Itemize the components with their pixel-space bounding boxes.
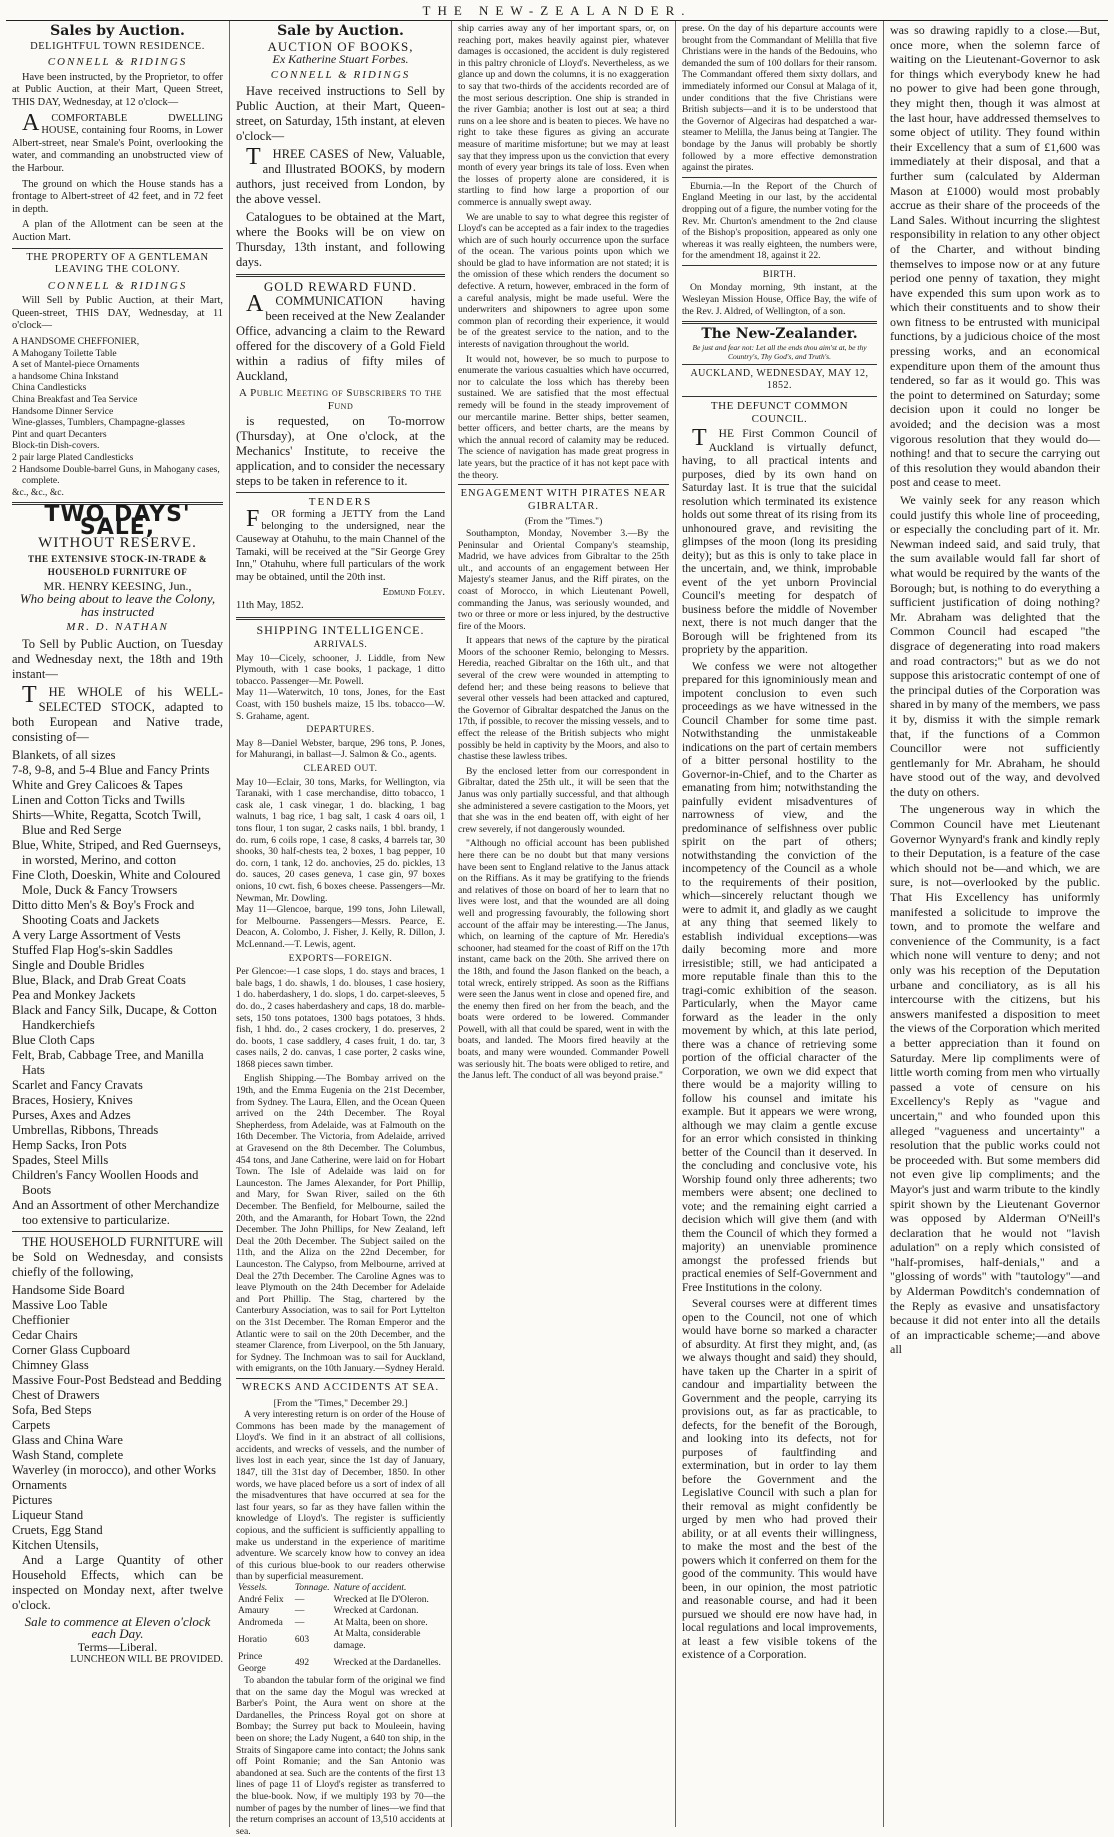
leader-paragraph: The ungenerous way in which the Common Council have met Lieutenant Governor Wynyard's frank and kindly reply to their Deputation, is a feature of the case which should not be—and which, we are sure, is not—overlooked by the public. That His Excellency has uniformly manifested a solicitude to improve the town, and to promote the welfare and convenience of the Community, is a fact which none will venture to deny; and not only was his reception of the Deputation urbane and conciliatory, as is all his intercourse with the citizens, but his answers manifested a disposition to meet the views of the Corporation which merited a better appreciation than it found on Saturday. Mere lip compliments were of little worth coming from men who virtually passed a vote of censure on his Excellency's Reply as "vague and uncertain," and who founded upon this alleged "vagueness and uncertainty" a resolution that the public works could not be proceeded with. But some members did not even give lip compliments; and the Mayor's just and warm tribute to the kindly spirit shown by the Lieutenant Governor was opposed by Alderman O'Neill's declaration that he would not "lavish adulation" on a reply which consisted of "half-promises, half-denials," and a "glossing of words" with "tautology"—and by Alderman Powditch's condemnation of the Reply as evasive and unsatisfactory because it did not enter into all the details of an impracticable scheme;—and above all — [890, 802, 1100, 1357]
list-item: Chimney Glass — [12, 1357, 89, 1372]
article-body: prese. On the day of his departure accounts were brought from the Commandant of Melilla that five Christians were in the hands of the Bedouins, who demanded the sum of 100 dollars for their ransom. The Commandant offered them sixty dollars, and immediately informed our Consul at Malaga of it, under conditions that the five Christians were British subjects—and it is to be understood that the Governor of Algeciras had despatched a war-steamer to Melilla, the Janus being at Tangier. The bondage by the Janus will probably be shortly followed by a more effective demonstration against the pirates. — [682, 23, 877, 174]
divider — [682, 396, 877, 397]
list-item: Stuffed Flap Hog's-skin Saddles — [12, 942, 173, 957]
masthead: THE NEW-ZEALANDER. — [6, 4, 1108, 21]
list-item: Corner Glass Cupboard — [12, 1342, 131, 1357]
list-item: Ornaments — [12, 1477, 67, 1492]
ad-body: The ground on which the House stands has a frontage to Albert-street of 42 feet, and in 72 feet in depth. — [12, 178, 223, 215]
table-cell: Horatio — [238, 1634, 268, 1645]
list-item: Handsome Dinner Service — [12, 405, 114, 417]
list-item: Cruets, Egg Stand — [12, 1522, 103, 1537]
divider — [12, 1231, 223, 1232]
leader-paragraph: We vainly seek for any reason which could justify this whole line of proceeding, or especially the concluding part of it. Mr. Newman indeed said, and said truly, that the sum available would fall far short of what would be required by the wants of the Borough; but, is nothing to do everything a sufficient justification of doing nothing? Mr. Abraham was delighted that the Common Council had escaped "the disgrace of degenerating into road makers and road contractors;" but as we do not suppose this aristocratic contempt of one of the principal duties of the Corporation was shared in by many of the members, we pass it by, dismiss it with the simple remark that, if the functions of a Common Councillor were not sufficiently gentlemanly for Mr. Abraham, he should have stood out of the way, and devolved the duty on others. — [890, 493, 1100, 799]
article-body: To abandon the tabular form of the original we find that on the same day the Mogul was wrecked at Barber's Point, the Aura went on shore at the Dardanelles, the Princess Royal got on shore at Bombay; the Surrey put back to Mouleein, having been on shore; the Lady Nugent, a 640 ton ship, in the Straits of Singapore came into contact; the Johns sank off Point Romanie; and the San Antonio was abandoned at sea. Such are the contents of the first 13 lines of page 11 of Lloyd's register as transferred to the blue-book. Now, if we multiply 193 by 70—the number of pages by the number of lines—we find that the return comprises an account of 13,510 accidents at sea. — [236, 1675, 445, 1837]
ad-date: 11th May, 1852. — [236, 599, 304, 611]
divider — [236, 274, 445, 277]
section-header: Sale by Auction. — [277, 23, 404, 39]
ad-headline: TWO DAYS' SALE, — [44, 502, 191, 540]
subsection-title: ARRIVALS. — [313, 639, 368, 651]
item-list — [12, 748, 223, 1228]
list-item: 2 pair large Plated Candlesticks — [12, 452, 134, 463]
columns — [6, 21, 1108, 1837]
auctioneer-name: MR. D. NATHAN — [66, 621, 169, 634]
list-item: A very Large Assortment of Vests — [12, 927, 181, 942]
list-item: Handsome Side Board — [12, 1282, 125, 1297]
list-item: White and Grey Calicoes & Tapes — [12, 777, 183, 792]
list-item: Umbrellas, Ribbons, Threads — [12, 1122, 159, 1137]
ad-body: ACOMFORTABLE DWELLING HOUSE, containing four Rooms, in Lower Albert-street, near Smale's Point, overlooking the water, and commanding an unobstructed view of the Harbour. — [12, 109, 223, 174]
list-item: Linen and Cotton Ticks and Twills — [12, 792, 185, 807]
list-item: Pint and quart Decanters — [12, 428, 107, 440]
article-body: It appears that news of the capture by the piratical Moors of the schooner Remio, belonging to Messrs. Heredia, reached Gibraltar on the 16th ult., and that several of the crew were wounded in attempting to defend her; and these being reasons to believe that several other vessels had been attacked and captured, the Governor of Gibraltar despatched the Janus on the 17th, if possible, to recover the missing vessels, and to effect the release of the British subjects who might possibly be held in captivity by the Moors, and also to chastise these lawless tribes. — [458, 635, 669, 763]
table-cell: Prince George — [238, 1652, 266, 1674]
list-item: Kitchen Utensils, — [12, 1537, 99, 1552]
ad-terms: Terms—Liberal. — [77, 1639, 158, 1654]
table-cell: Wrecked at Ile D'Oleron. — [333, 1594, 429, 1605]
article-body: We are unable to say to what degree this register of Lloyd's can be accepted as a fair index to the tragedies which are of such hourly occurrence upon the surface of the ocean. The various points upon which we should be glad to have information are not stated; it is the omission of these which renders the document so defective. A return, however, embraced in the form of a careful analysis, might be made useful. Were the underwriters and shipowners to agree upon some common plan of recording their experience, it would be of the greatest service to the nation, and to the interests of navigation throughout the world. — [458, 211, 669, 351]
table-cell: At Malta, been on shore. — [333, 1617, 428, 1628]
column-2 — [230, 21, 452, 1837]
list-item: Block-tin Dish-covers. — [12, 440, 100, 452]
ad-subheadline: WITHOUT RESERVE. — [38, 534, 197, 551]
table-cell: 492 — [294, 1657, 310, 1668]
ad-title: GOLD REWARD FUND. — [263, 279, 418, 295]
divider — [458, 484, 669, 485]
list-item: Scarlet and Fancy Cravats — [12, 1077, 143, 1092]
ad-meeting: A Public Meeting of Subscribers to the Fund — [239, 386, 442, 412]
shipping-exports: Per Glencoe:—1 case slops, 1 do. stays and braces, 1 bale bags, 1 do. shawls, 1 do. blouses, 1 case hosiery, 1 do. haberdashery, 1 do. slops, 1 do. carpet-sleeves, 5 do. do., 2 cases haberdashery and caps, 18 do. marble-sets, 150 tons potatoes, 1300 bags potatoes, 3 hhds. fish, 1 hhd. do., 2 cases crockery, 1 do. preserves, 2 do. boots, 1 case saddlery, 4 cases fruit, 1 do. tar, 3 cases nails, 2 do. canvas, 1 case porter, 2 casks wine, 1868 pieces sawn timber. — [236, 966, 445, 1070]
list-item: Braces, Hosiery, Knives — [12, 1092, 133, 1107]
ad-body: THE HOUSEHOLD FURNITURE will be Sold on Wednesday, and consists chiefly of the following, — [12, 1234, 223, 1279]
ad-body: ACOMMUNICATION having been received at the New Zealander Office, advancing a claim to the Reward offered for the discovery of a Gold Field within a radius of fifty miles of Auckland, — [236, 290, 445, 383]
item-list — [12, 1283, 223, 1553]
article-body: "Although no official account has been published here there can be no doubt but that many versions have been sent to England relative to the Janus attack on the Riffians. As it may be gratifying to the friends and relatives of those on board of her to learn that no lives were lost, and that the wounded are all doing well and progressing favourably, the following short account of the affair may be interesting.—The Janus, which, on learning of the capture of Mr. Heredia's schooner, had steamed for the coast of Riff on the 17th instant, came back on the 20th. She arrived there on the 18th, and found the Jason flanked on the beach, a total wreck, entirely stripped. As soon as the Riffians were seen the Janus went in close and opened fire, and the enemy then fired on her from the beach, and the boats were ordered to be lowered. Commander Powell, with all that could be spared, went in with the boats, and landed. The Moors fired heavily at the boats, and many were wounded. Commander Powell was seriously hit. The boats were obliged to retire, and the Janus left. The conduct of all was beyond praise." — [458, 838, 669, 1082]
list-item: China Candlesticks — [12, 382, 87, 394]
ad-subtitle: Ex Katherine Stuart Forbes. — [272, 52, 409, 67]
list-item: Ditto ditto Men's & Boy's Frock and Shooting Coats and Jackets — [12, 897, 195, 927]
divider — [682, 265, 877, 266]
divider — [12, 248, 223, 249]
table-row — [236, 1618, 445, 1630]
ad-title: AUCTION OF BOOKS, — [267, 38, 414, 54]
section-title: WRECKS AND ACCIDENTS AT SEA. — [241, 1381, 440, 1393]
divider — [236, 492, 445, 493]
subsection-title: CLEARED OUT. — [303, 763, 378, 775]
list-item: Massive Loo Table — [12, 1297, 108, 1312]
leader-paragraph: We confess we were not altogether prepared for this ignominiously mean and impotent conclusion to even such proceedings as we have witnessed in the Council Chamber for some time past. Notwithstanding the unmistakeable indications on the part of certain members of a bitter personal hostility to the Governor-in-Chief, and to the Charter as emanating from him; notwithstanding the painfully evident misadventures of narrowness of view, and the predominance of selfishness over public spirit on the part of others; notwithstanding the conviction of the incompetency of the Council as a whole to the requirements of their position, which—sincerely reluctant though we were to admit it, and gladly as we caught at any thing that seemed likely to establish individual exceptions—was daily becoming more and more irresistible; still, we had anticipated a more reputable finale than this to the tragi-comic exhibition of the season. Particularly, when the Mayor came forward as the leader in the only movement by which, at this late period, there was a chance of retrieving some portion of the official character of the Corporation, we own we did expect that there would be a majority willing to follow his counsel and imitate his example. But it appears we were wrong, although we may claim a gentle excuse for an error which consisted in thinking better of the Council than it deserved. In the concluding and conclusive vote, his Worship found only three adherents; two members were absent; one declined to vote; and the remaining eight carried a decision which will give them (and with them the Council of which they formed a majority) an unenviable prominence amongst the professed friends but practical enemies of Self-Government and Free Institutions in the colony. — [682, 660, 877, 1294]
list-item: Felt, Brab, Cabbage Tree, and Manilla Hats — [12, 1047, 204, 1077]
item-list — [12, 336, 223, 498]
leader-paragraph: Several courses were at different times open to the Council, not one of which would have borne so marked a character of absurdity. At first they might, and, (as we always thought and said) they should, have taken up the Charter in a spirit of candour and impartiality between the Government and the people, carrying its provisions out, as far as practicable, to defects, for the benefit of the Borough, and looking into its defects, not for purposes of faultfinding and extermination, but in order to lay them before the Government and the Legislative Council with such a plan for their removal as might confidently be urged by men who had proved their ability, or at all events their willingness, to make the most and the best of the powers which it conferred on them for the good of the community. This would have been, in our opinion, the most patriotic and reasonable course, and had it been pursued we should ere now have had, in local regulations and local improvements, at least a few visible tokens of the existence of a Corporation. — [682, 1298, 877, 1662]
article-body: By the enclosed letter from our correspondent in Gibraltar, dated the 25th ult., it will be seen that the Janus was only partially successful, and that although she administered a severe castigation to the Moors, yet that she was in the end beaten off, with eight of her crew severely, if not dangerously wounded. — [458, 765, 669, 835]
list-item: Wash Stand, complete — [12, 1447, 124, 1462]
list-item: Massive Four-Post Bedstead and Bedding — [12, 1372, 222, 1387]
table-row — [236, 1629, 445, 1652]
wrecks-table — [236, 1583, 445, 1675]
column-1 — [6, 21, 230, 1827]
table-row — [236, 1652, 445, 1675]
table-header-cell: Vessels. — [238, 1583, 268, 1593]
list-item: Cheffionier — [12, 1312, 70, 1327]
list-item: Liqueur Stand — [12, 1507, 84, 1522]
table-header-cell: Nature of accident. — [333, 1583, 407, 1593]
table-header-row — [236, 1583, 445, 1595]
ad-body: Have received instructions to Sell by Public Auction, at their Mart, Queen-street, on Saturday, 15th instant, at eleven o'clock— — [236, 84, 445, 144]
source-note: [From the "Times," December 29.] — [273, 1397, 408, 1409]
list-item: Wine-glasses, Tumblers, Champagne-glasses — [12, 417, 185, 429]
leader-paragraph: was so drawing rapidly to a close.—But, once more, when the solemn farce of waiting on the Lieutenant-Governor to ask for things which everybody knew he had no power to give had been gone through, they might then, though it was almost at the last hour, have addressed themselves to some object of utility. They found within their Excellency that a sum of £1,600 was immediately at their disposal, and that a further sum (calculated by Alderman Mason at £1000) would most probably accrue as their share of the proceeds of the Land Sales. Without incurring the slightest responsibility in relation to any other object of the Charter, and without binding themselves to impose now or at any future period one penny of taxation, they might have expended this sum upon work as to which their constituents and to show their own fitness to be entrusted with municipal functions, by a judicious choice of the most pressing works, and an economical expenditure upon them of the amount thus tendered, so far as it would go. This was the point to determined on Saturday; some decision upon it could no longer be avoided; and the decision was a most vigorous resolution that they would do—nothing! and that to secure the carrying out of this resolution they would abandon their post and cease to meet. — [890, 23, 1100, 490]
list-item: Chest of Drawers — [12, 1387, 100, 1402]
subsection-title: DEPARTURES. — [306, 724, 375, 736]
list-item: Spades, Steel Mills — [12, 1152, 109, 1167]
article-body: Southampton, Monday, November 3.—By the Peninsular and Oriental Company's steamship, Madrid, we have advices from Gibraltar to the 25th ult., and accounts of an engagement between Her Majesty's steamer Janus, and the Riff pirates, on the coast of Morocco, in which Lieutenant Powell, commanding the Janus, was seriously wounded, and two or three or more or less injured, by the destructive fire of the Moors. — [458, 527, 669, 632]
shipping-arrivals: May 10—Cicely, schooner, J. Liddle, from New Plymouth, with 1 case books, 1 package, 1 ditto tobacco. Passenger—Mr. Powell. May 11—Waterwitch, 10 tons, Jones, for the East Coast, with 150 bushels maize, 15 lbs. tobacco—W. S. Grahame, agent. — [236, 652, 445, 722]
list-item: Blue, White, Striped, and Red Guernseys, in worsted, Merino, and cotton — [12, 837, 222, 867]
column-5 — [884, 21, 1106, 1827]
ad-body: Have been instructed, by the Proprietor, to offer at Public Auction, at their Mart, Queen Street, THIS DAY, Wednesday, at 12 o'clock— — [12, 71, 223, 108]
ad-body: Will Sell by Public Auction, at their Mart, Queen-street, THIS DAY, Wednesday, at 11 o'clock— — [12, 295, 223, 332]
list-item: Carpets — [12, 1417, 51, 1432]
ad-body: is requested, on To-morrow (Thursday), at One o'clock, at the Mechanics' Institute, to receive the application, and to consider the necessary steps to be taken in reference to it. — [236, 414, 445, 489]
article-body: A very interesting return is on order of the House of Commons has been made by the management of Lloyd's. We find in it an abstract of all collisions, accidents, and wrecks of vessels, and the number of lives lost in each year, since the 1st day of January, 1847, till the 31st day of December, 1850. In other words, we have placed before us a sort of index of all the misadventures that have occurred at sea for the last four years, so far as they have fallen within the knowledge of Lloyd's. The register is sufficiently copious, and the sufficient is sufficiently appalling to make us understand in the experience of maritime adventure. We scarcely know how to convey an idea of this curious blue-book to our readers otherwise than by superficial measurement. — [236, 1409, 445, 1583]
paper-title: The New-Zealander. — [701, 326, 858, 343]
ad-title: MR. HENRY KEESING, Jun., — [43, 579, 192, 594]
ad-body: And a Large Quantity of other Household Effects, which can be inspected on Monday next, after twelve o'clock. — [12, 1552, 223, 1612]
table-cell: André Felix — [238, 1594, 284, 1605]
list-item: Blankets, of all sizes — [12, 747, 116, 762]
list-item: China Breakfast and Tea Service — [12, 394, 138, 406]
table-body — [236, 1595, 445, 1676]
ad-body: To Sell by Public Auction, on Tuesday and Wednesday next, the 18th and 19th instant— — [12, 636, 223, 681]
list-item: Cedar Chairs — [12, 1327, 78, 1342]
shipping-departures: May 8—Daniel Webster, barque, 296 tons, P. Jones, for Mahurangi, in ballast—J. Salmon & Co., agents. — [236, 737, 445, 761]
birth-notice: On Monday morning, 9th instant, at the Wesleyan Mission House, Office Bay, the wife of the Rev. J. Aldred, of Wellington, of a son. — [682, 282, 877, 317]
ad-note: Who being about to leave the Colony, has instructed — [19, 590, 216, 619]
source-note: (From the "Times.") — [524, 516, 603, 528]
notice-body: Eburnia.—In the Report of the Church of England Meeting in our last, by the accidental dropping out of a figure, the number voting for the Rev. Mr. Churton's amendment to the 2nd clause of the Bishop's proposition, appeared as only one whereas it was really eighteen, the numbers were, for the amendment 18, against it 22. — [682, 180, 877, 262]
dateline: AUCKLAND, WEDNESDAY, MAY 12, 1852. — [690, 367, 869, 392]
table-header-cell: Tonnage. — [294, 1583, 330, 1593]
ad-body: THE WHOLE of his WELL-SELECTED STOCK, adapted to both European and Native trade, consisting of— — [12, 681, 223, 744]
list-item: Blue Cloth Caps — [12, 1032, 95, 1047]
list-item: &c., &c., &c. — [12, 486, 64, 498]
ad-title: THE PROPERTY OF A GENTLEMAN LEAVING THE COLONY. — [26, 251, 209, 276]
auctioneer-name: CONNELL & RIDINGS — [47, 279, 188, 292]
auctioneer-name: CONNELL & RIDINGS — [270, 68, 411, 81]
table-cell: At Malta, considerable damage. — [333, 1629, 421, 1651]
ad-footer: LUNCHEON WILL BE PROVIDED. — [70, 1653, 223, 1665]
table-row — [236, 1606, 445, 1618]
leader-paragraph: THE First Common Council of Auckland is virtually defunct, having, to all practical intents and purposes, died by its own hand on Saturday last. It is true that the suicidal resolution which terminated its existence holds out some threat of its rising from its unhonoured grave, and revisiting the glimpses of the moon (long its presiding deity); but as this is only to take place in the uncertain, and, we think, improbable event of the yet unborn Provincial Council's meeting for despatch of business before the middle of November next, there is not much danger that the Borough will be frightened from its propriety by the apparition. — [682, 425, 877, 657]
paper-motto: Be just and fear not: Let all the ends thou aim'st at, be thy Country's, Thy God's, and Truth's. — [692, 342, 867, 361]
list-item: Glass and China Ware — [12, 1432, 123, 1447]
ad-title: THE EXTENSIVE STOCK-IN-TRADE & HOUSEHOLD FURNITURE OF — [27, 554, 208, 577]
leader-title: THE DEFUNCT COMMON COUNCIL. — [710, 400, 849, 425]
list-item: Purses, Axes and Adzes — [12, 1107, 131, 1122]
english-shipping: English Shipping.—The Bombay arrived on the 19th, and the Emma Eugenia on the 21st December, from Sydney. The Laura, Ellen, and the Ocean Queen arrived on the 24th December. The Royal Shepherdess, from Adelaide, was at Falmouth on the 16th December. The Victoria, from Adelaide, arrived at Gravesend on the 8th December. The Columbus, 454 tons, and Jane Catherine, were laid on for Hobart Town. The Isle of Adelaide was laid on for Launceston. The James Alexander, for Port Phillip, and Mary, for Swan River, sailed on the 6th December. The Benfield, for Melbourne, sailed the 20th, and the Amaranth, for Hobart Town, the 22nd December. The John Phillips, for New Zealand, left Deal the 20th December. The Subject sailed on the 11th, and the Aliza on the 22nd December, for Launceston. The Calypso, from Melbourne, arrived at Deal the 27th December. The Caroline Agnes was to leave Plymouth on the 24th December for Adelaide and Port Phillip. The Stag, chartered by the Canterbury Association, was to sail for Port Lyttelton on the 31st December. The Roman Emperor and the Atlantic were to sail on the 20th December, and the steamer Clarence, from Liverpool, on the 5th January, for Sydney. The Inchmoan was to sail for Auckland, with emigrants, on the 10th January.—Sydney Herald. — [236, 1073, 445, 1375]
ad-title: DELIGHTFUL TOWN RESIDENCE. — [30, 40, 205, 52]
list-item: 2 Handsome Double-barrel Guns, in Mahogany cases, complete. — [12, 463, 220, 487]
table-cell: Wrecked at Cardonan. — [333, 1606, 419, 1616]
list-item: Fine Cloth, Doeskin, White and Coloured Mole, Duck & Fancy Trowsers — [12, 867, 221, 897]
article-body: It would not, however, be so much to purpose to enumerate the various casualties which have occurred, nor to calculate the loss which has thereby been sustained. We are satisfied that the most effectual remedy will be found in the steady improvement of our mercantile marine. Better ships, better seamen, better officers, and better charts, are the means by which the annual record of calamity may be reduced. The science of navigation has made great progress in late years, but the practice of it has not kept pace with the theory. — [458, 353, 669, 481]
auctioneer-name: CONNELL & RIDINGS — [47, 56, 188, 69]
list-item: Single and Double Bridles — [12, 957, 145, 972]
divider — [236, 617, 445, 620]
divider — [682, 321, 877, 324]
table-row — [236, 1595, 445, 1607]
list-item: Blue, Black, and Drab Great Coats — [12, 972, 186, 987]
list-item: Hemp Sacks, Iron Pots — [12, 1137, 127, 1152]
column-3 — [452, 21, 676, 1827]
table-cell: — — [294, 1606, 305, 1616]
list-item: A set of Mantel-piece Ornaments — [12, 359, 140, 371]
list-item: Shirts—White, Regatta, Scotch Twill, Blue and Red Serge — [12, 807, 202, 837]
subsection-title: EXPORTS—FOREIGN. — [288, 952, 393, 964]
table-cell: — — [294, 1617, 305, 1628]
list-item: 7-8, 9-8, and 5-4 Blue and Fancy Prints — [12, 762, 210, 777]
column-4 — [676, 21, 884, 1827]
section-title: SHIPPING INTELLIGENCE. — [256, 622, 425, 637]
list-item: Pea and Monkey Jackets — [12, 987, 136, 1002]
ad-note: Sale to commence at Eleven o'clock each Day. — [24, 1613, 211, 1642]
section-header: Sales by Auction. — [50, 23, 185, 39]
table-cell: Wrecked at the Dardanelles. — [333, 1657, 441, 1668]
section-title: ENGAGEMENT WITH PIRATES NEAR GIBRALTAR. — [460, 488, 667, 512]
divider — [236, 1378, 445, 1379]
ad-title: TENDERS — [308, 496, 373, 509]
article-body: ship carries away any of her important spars, or, on reaching port, makes heavily against pier, whatever damages is occasioned, the accident is duly registered in this paltry chronicle of Lloyd's. Nevertheless, as we glance up and down the columns, it is no exaggeration to say that two-thirds of the accidents recorded are of the most serious description. One ship is stranded in the river Gambia; another is lost out at sea; a third runs on a lee shore and is beaten to pieces. We have no right to take these figures as giving an accurate measure of maritime misfortune; but we may at least say that they impress upon us the conviction that every month of every year brings its tale of loss. Even when the losses of property alone are considered, it is startling to find how large a proportion of our commerce is annually swept away. — [458, 23, 669, 208]
table-cell: Andromeda — [238, 1617, 283, 1628]
list-item: Pictures — [12, 1492, 53, 1507]
list-item: A Mahogany Toilette Table — [12, 347, 117, 359]
list-item: a handsome China Inkstand — [12, 370, 119, 382]
list-item: Black and Fancy Silk, Ducape, & Cotton Handkerchiefs — [12, 1002, 217, 1032]
ad-signature: Edmund Foley. — [382, 587, 445, 599]
ad-body: THREE CASES of New, Valuable, and Illustrated BOOKS, by modern authors, just received from London, by the above vessel. — [236, 144, 445, 207]
ad-body: Catalogues to be obtained at the Mart, where the Books will be on view on Thursday, 13th instant, and following days. — [236, 210, 445, 270]
table-cell: 603 — [294, 1634, 310, 1645]
birth-heading: BIRTH. — [762, 268, 797, 280]
list-item: Sofa, Bed Steps — [12, 1402, 92, 1417]
list-item: A HANDSOME CHEFFONIER, — [12, 336, 140, 348]
ad-body: FOR forming a JETTY from the Land belonging to the undersigned, near the Causeway at Otahuhu, to the main Channel of the Tamaki, will be received at the "Sir George Grey Inn," Otahuhu, where full particulars of the work may be obtained, until the 20th inst. — [236, 505, 445, 583]
divider — [682, 364, 877, 365]
table-cell: — — [294, 1594, 305, 1605]
list-item: Waverley (in morocco), and other Works — [12, 1462, 216, 1477]
list-item: Children's Fancy Woollen Hoods and Boots — [12, 1167, 199, 1197]
ad-body: A plan of the Allotment can be seen at the Auction Mart. — [12, 219, 223, 243]
list-item: And an Assortment of other Merchandize too extensive to particularize. — [12, 1197, 220, 1227]
divider — [682, 177, 877, 178]
table-cell: Amaury — [238, 1606, 270, 1616]
shipping-cleared: May 10—Eclair, 30 tons, Marks, for Wellington, via Taranaki, with 1 case merchandise, ditto tobacco, 1 cask ale, 1 cask vinegar, 1 do. blacking, 1 bag walnuts, 1 bag rice, 1 bag salt, 1 cask 4 oars oil, 1 tons flour, 1 ton sugar, 2 casks nails, 1 bbl. brandy, 1 do. rum, 6 coils rope, 1 case, 8 casks, 4 barrels tar, 30 shooks, 30 half-chests tea, 2 boxes, 1 bag pepper, 10 do. corn, 1 tank, 12 do. anchovies, 25 do. pickles, 13 do. sauces, 20 cases geneva, 1 case gin, 97 boxes onions, 10 cwt. fish, 6 boxes cheese. Passengers—Mr. Newman, Mr. Dowling. May 11—Glencoe, barque, 199 tons, John Lilewall, for Melbourne. Passengers—Messrs. Pearce, E. Deacon, A. Colombo, J. Fisher, J. Kelly, R. Dillon, J. McLennand.—T. Lewis, agent. — [236, 776, 445, 950]
